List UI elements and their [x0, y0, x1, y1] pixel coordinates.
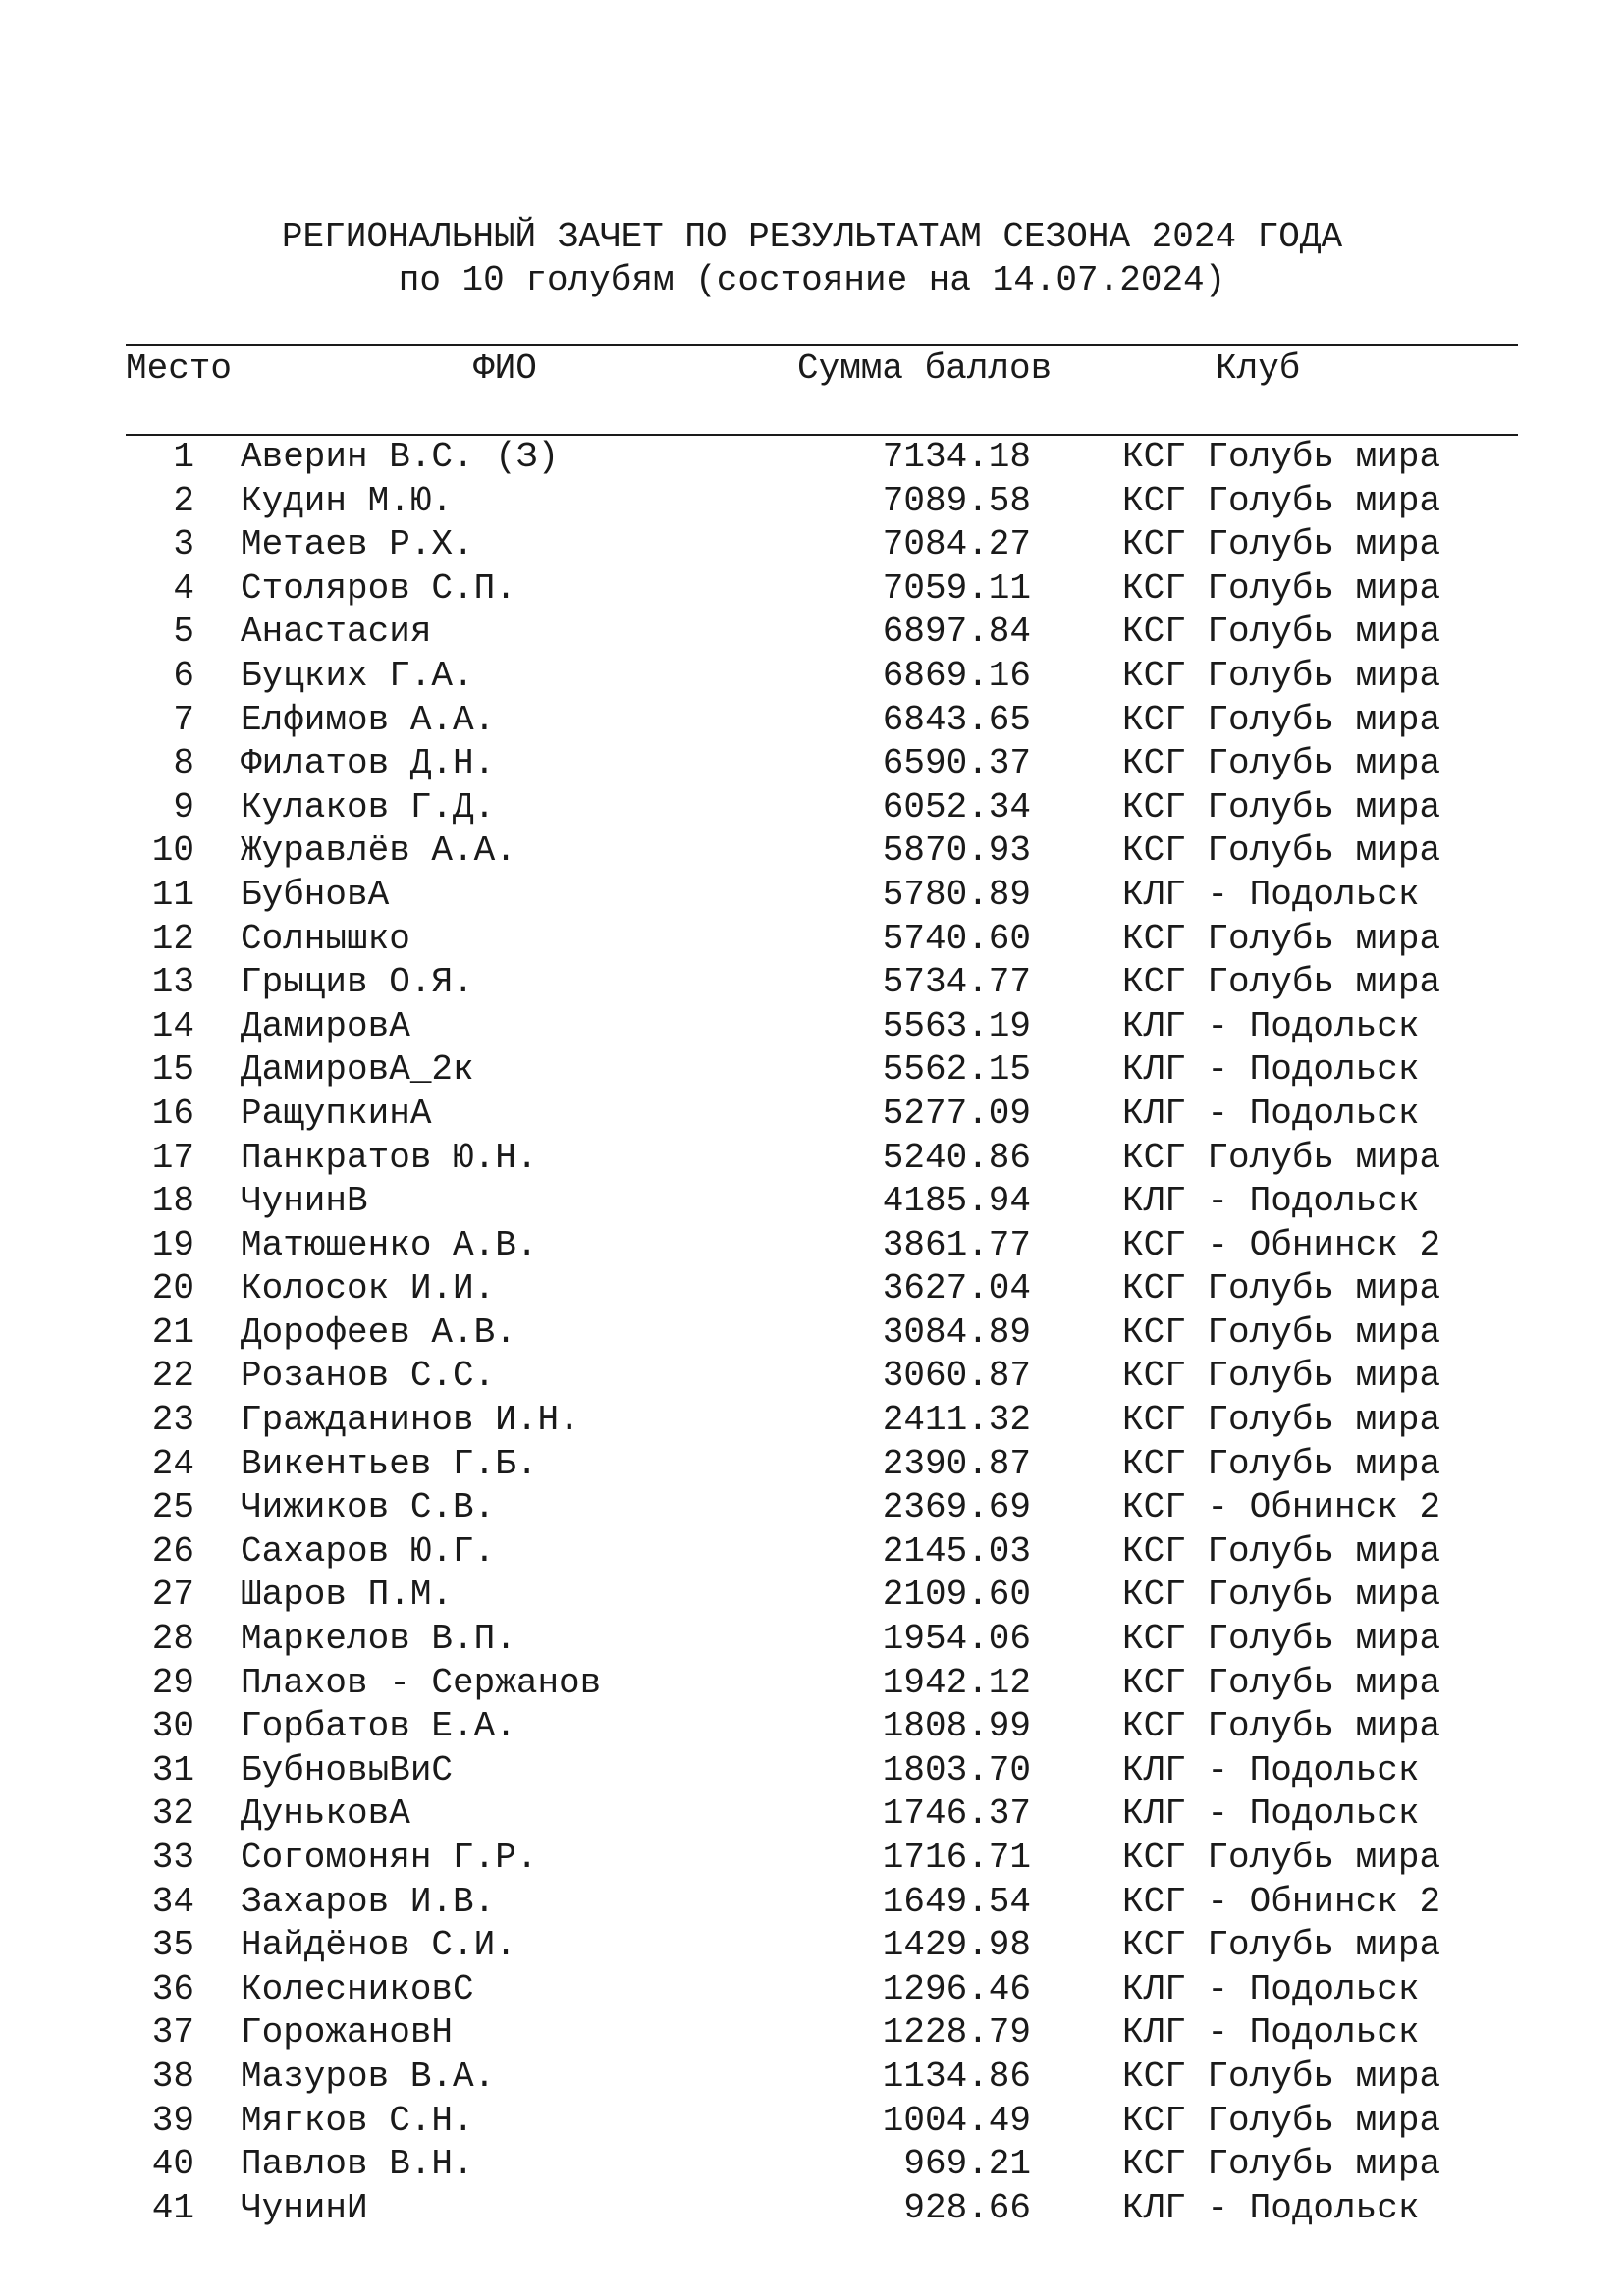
row-place: 15 — [151, 1049, 194, 1091]
row-name: Найдёнов С.И. — [241, 1925, 516, 1966]
row-score: 1228.79 — [882, 2012, 1031, 2054]
table-row — [0, 918, 1624, 962]
row-score: 2109.60 — [882, 1575, 1031, 1616]
row-place: 35 — [151, 1925, 194, 1966]
row-place: 12 — [151, 918, 194, 959]
row-score: 1942.12 — [882, 1662, 1031, 1703]
row-name: Плахов - Сержанов — [241, 1662, 602, 1703]
row-name: Кудин М.Ю. — [241, 480, 454, 521]
row-club: КСГ Голубь мира — [1122, 480, 1441, 521]
row-name: Филатов Д.Н. — [241, 743, 496, 784]
table-row — [0, 480, 1624, 524]
row-club: КСГ Голубь мира — [1122, 1662, 1441, 1703]
row-name: Солнышко — [241, 918, 410, 959]
row-place: 3 — [173, 524, 194, 565]
row-club: КСГ Голубь мира — [1122, 1575, 1441, 1616]
table-row — [0, 1224, 1624, 1268]
table-row — [0, 523, 1624, 567]
row-score: 6052.34 — [882, 786, 1031, 828]
row-club: КЛГ - Подольск — [1122, 2187, 1420, 2228]
table-row — [0, 1093, 1624, 1137]
row-score: 6897.84 — [882, 612, 1031, 653]
table-row — [0, 742, 1624, 786]
row-name: Анастасия — [241, 612, 432, 653]
row-club: КСГ Голубь мира — [1122, 699, 1441, 740]
row-name: Захаров И.В. — [241, 1881, 496, 1922]
row-name: Буцких Г.А. — [241, 655, 474, 696]
row-place: 36 — [151, 1968, 194, 2009]
header-top-rule — [126, 344, 1518, 346]
row-place: 22 — [151, 1356, 194, 1397]
row-name: Чижиков С.В. — [241, 1487, 496, 1528]
row-score: 7059.11 — [882, 567, 1031, 609]
row-score: 928.66 — [903, 2187, 1031, 2228]
row-place: 11 — [151, 874, 194, 915]
row-place: 5 — [173, 612, 194, 653]
row-score: 5740.60 — [882, 918, 1031, 959]
row-score: 969.21 — [903, 2144, 1031, 2185]
row-name: ЧунинВ — [241, 1181, 368, 1222]
table-row — [0, 961, 1624, 1005]
row-name: ДуньковА — [241, 1793, 410, 1835]
row-place: 4 — [173, 567, 194, 609]
row-club: КЛГ - Подольск — [1122, 1049, 1420, 1091]
row-score: 3627.04 — [882, 1268, 1031, 1309]
row-score: 4185.94 — [882, 1181, 1031, 1222]
row-name: Метаев Р.Х. — [241, 524, 474, 565]
row-score: 1954.06 — [882, 1619, 1031, 1660]
table-row — [0, 1180, 1624, 1224]
row-club: КСГ Голубь мира — [1122, 524, 1441, 565]
row-score: 5734.77 — [882, 962, 1031, 1003]
table-row — [0, 1968, 1624, 2012]
row-club: КЛГ - Подольск — [1122, 1181, 1420, 1222]
row-score: 6590.37 — [882, 743, 1031, 784]
row-place: 40 — [151, 2144, 194, 2185]
table-row — [0, 1530, 1624, 1575]
row-club: КЛГ - Подольск — [1122, 1793, 1420, 1835]
table-row — [0, 1881, 1624, 1925]
row-name: ГорожановН — [241, 2012, 454, 2054]
table-row — [0, 1837, 1624, 1881]
row-place: 26 — [151, 1530, 194, 1572]
row-club: КСГ Голубь мира — [1122, 655, 1441, 696]
table-row — [0, 1662, 1624, 1706]
row-place: 18 — [151, 1181, 194, 1222]
row-name: Матюшенко А.В. — [241, 1224, 538, 1265]
row-score: 2369.69 — [882, 1487, 1031, 1528]
column-header-score: Сумма баллов — [797, 348, 1053, 389]
table-row — [0, 655, 1624, 699]
row-name: Кулаков Г.Д. — [241, 786, 496, 828]
table-row — [0, 1048, 1624, 1093]
row-score: 1803.70 — [882, 1749, 1031, 1790]
row-club: КСГ - Обнинск 2 — [1122, 1487, 1441, 1528]
row-name: Розанов С.С. — [241, 1356, 496, 1397]
row-club: КСГ Голубь мира — [1122, 918, 1441, 959]
row-club: КСГ Голубь мира — [1122, 1530, 1441, 1572]
column-header-place: Место — [126, 348, 233, 389]
row-club: КСГ Голубь мира — [1122, 2100, 1441, 2141]
row-name: Горбатов Е.А. — [241, 1706, 516, 1747]
row-club: КСГ Голубь мира — [1122, 2144, 1441, 2185]
row-name: РащупкинА — [241, 1093, 432, 1134]
row-place: 39 — [151, 2100, 194, 2141]
row-score: 1746.37 — [882, 1793, 1031, 1835]
row-club: КСГ Голубь мира — [1122, 830, 1441, 872]
row-club: КСГ Голубь мира — [1122, 1311, 1441, 1353]
row-club: КСГ Голубь мира — [1122, 567, 1441, 609]
row-score: 7089.58 — [882, 480, 1031, 521]
row-place: 2 — [173, 480, 194, 521]
row-score: 2411.32 — [882, 1400, 1031, 1441]
row-score: 1649.54 — [882, 1881, 1031, 1922]
table-row — [0, 436, 1624, 480]
row-club: КЛГ - Подольск — [1122, 2012, 1420, 2054]
row-score: 6869.16 — [882, 655, 1031, 696]
row-club: КСГ Голубь мира — [1122, 612, 1441, 653]
table-row — [0, 567, 1624, 612]
row-score: 7084.27 — [882, 524, 1031, 565]
row-place: 31 — [151, 1749, 194, 1790]
row-name: Грыцив О.Я. — [241, 962, 474, 1003]
row-score: 2145.03 — [882, 1530, 1031, 1572]
row-place: 1 — [173, 437, 194, 477]
row-club: КСГ Голубь мира — [1122, 1706, 1441, 1747]
page-subtitle: по 10 голубям (состояние на 14.07.2024) — [398, 260, 1226, 300]
row-club: КСГ Голубь мира — [1122, 1137, 1441, 1178]
table-row — [0, 2011, 1624, 2056]
table-row — [0, 1443, 1624, 1487]
row-score: 2390.87 — [882, 1443, 1031, 1484]
row-score: 5277.09 — [882, 1093, 1031, 1134]
table-row — [0, 786, 1624, 830]
row-place: 10 — [151, 830, 194, 872]
row-place: 16 — [151, 1093, 194, 1134]
column-header-club: Клуб — [1216, 348, 1301, 389]
row-name: Столяров С.П. — [241, 567, 516, 609]
table-row — [0, 2100, 1624, 2144]
row-club: КСГ Голубь мира — [1122, 1268, 1441, 1309]
row-place: 9 — [173, 786, 194, 828]
row-club: КСГ - Обнинск 2 — [1122, 1881, 1441, 1922]
row-name: ЧунинИ — [241, 2187, 368, 2228]
row-club: КСГ Голубь мира — [1122, 1400, 1441, 1441]
row-score: 5780.89 — [882, 874, 1031, 915]
table-row — [0, 1705, 1624, 1749]
row-place: 37 — [151, 2012, 194, 2054]
table-row — [0, 1267, 1624, 1311]
row-club: КСГ Голубь мира — [1122, 437, 1441, 477]
row-club: КЛГ - Подольск — [1122, 1968, 1420, 2009]
row-club: КЛГ - Подольск — [1122, 1749, 1420, 1790]
table-row — [0, 1924, 1624, 1968]
table-row — [0, 1355, 1624, 1399]
row-club: КСГ Голубь мира — [1122, 2056, 1441, 2097]
row-club: КСГ Голубь мира — [1122, 1925, 1441, 1966]
row-place: 14 — [151, 1005, 194, 1046]
row-place: 8 — [173, 743, 194, 784]
row-club: КСГ Голубь мира — [1122, 962, 1441, 1003]
table-row — [0, 829, 1624, 874]
row-place: 23 — [151, 1400, 194, 1441]
page-title: РЕГИОНАЛЬНЫЙ ЗАЧЕТ ПО РЕЗУЛЬТАТАМ СЕЗОНА 2024 ГОДА — [281, 217, 1343, 257]
row-name: Сахаров Ю.Г. — [241, 1530, 496, 1572]
row-score: 3084.89 — [882, 1311, 1031, 1353]
row-score: 5563.19 — [882, 1005, 1031, 1046]
row-place: 34 — [151, 1881, 194, 1922]
table-row — [0, 1399, 1624, 1443]
row-name: Мягков С.Н. — [241, 2100, 474, 2141]
table-row — [0, 1574, 1624, 1618]
row-place: 20 — [151, 1268, 194, 1309]
row-score: 3060.87 — [882, 1356, 1031, 1397]
row-place: 24 — [151, 1443, 194, 1484]
row-place: 19 — [151, 1224, 194, 1265]
row-name: Елфимов А.А. — [241, 699, 496, 740]
row-score: 1808.99 — [882, 1706, 1031, 1747]
row-name: Колосок И.И. — [241, 1268, 496, 1309]
row-score: 1716.71 — [882, 1838, 1031, 1878]
table-row — [0, 1311, 1624, 1356]
row-name: БубновА — [241, 874, 390, 915]
table-row — [0, 1618, 1624, 1662]
table-row — [0, 1005, 1624, 1049]
row-score: 5562.15 — [882, 1049, 1031, 1091]
row-name: Мазуров В.А. — [241, 2056, 496, 2097]
row-score: 5870.93 — [882, 830, 1031, 872]
row-club: КЛГ - Подольск — [1122, 1005, 1420, 1046]
row-name: Аверин В.С. (З) — [241, 437, 560, 477]
table-row — [0, 611, 1624, 655]
row-name: Согомонян Г.Р. — [241, 1838, 538, 1878]
row-place: 21 — [151, 1311, 194, 1353]
row-score: 1004.49 — [882, 2100, 1031, 2141]
row-club: КСГ Голубь мира — [1122, 1838, 1441, 1878]
row-name: Гражданинов И.Н. — [241, 1400, 580, 1441]
table-row — [0, 874, 1624, 918]
row-club: КЛГ - Подольск — [1122, 874, 1420, 915]
row-score: 3861.77 — [882, 1224, 1031, 1265]
row-name: Маркелов В.П. — [241, 1619, 516, 1660]
row-name: КолесниковС — [241, 1968, 474, 2009]
row-name: Викентьев Г.Б. — [241, 1443, 538, 1484]
table-row — [0, 1486, 1624, 1530]
row-score: 6843.65 — [882, 699, 1031, 740]
table-row — [0, 2056, 1624, 2100]
results-table — [0, 436, 1624, 2230]
row-place: 27 — [151, 1575, 194, 1616]
row-club: КСГ Голубь мира — [1122, 1443, 1441, 1484]
row-place: 17 — [151, 1137, 194, 1178]
row-club: КСГ Голубь мира — [1122, 743, 1441, 784]
row-place: 30 — [151, 1706, 194, 1747]
row-name: ДамировА_2к — [241, 1049, 474, 1091]
row-name: БубновыВиС — [241, 1749, 454, 1790]
row-name: Журавлёв А.А. — [241, 830, 516, 872]
row-place: 41 — [151, 2187, 194, 2228]
row-place: 6 — [173, 655, 194, 696]
table-row — [0, 699, 1624, 743]
row-name: ДамировА — [241, 1005, 410, 1046]
table-row — [0, 1792, 1624, 1837]
row-club: КЛГ - Подольск — [1122, 1093, 1420, 1134]
row-place: 32 — [151, 1793, 194, 1835]
row-score: 1429.98 — [882, 1925, 1031, 1966]
column-header-name: ФИО — [473, 348, 537, 389]
row-club: КСГ - Обнинск 2 — [1122, 1224, 1441, 1265]
row-score: 1296.46 — [882, 1968, 1031, 2009]
row-score: 7134.18 — [882, 437, 1031, 477]
row-place: 29 — [151, 1662, 194, 1703]
table-row — [0, 1137, 1624, 1181]
row-name: Шаров П.М. — [241, 1575, 454, 1616]
row-name: Дорофеев А.В. — [241, 1311, 516, 1353]
row-place: 38 — [151, 2056, 194, 2097]
row-name: Панкратов Ю.Н. — [241, 1137, 538, 1178]
row-place: 28 — [151, 1619, 194, 1660]
row-score: 1134.86 — [882, 2056, 1031, 2097]
row-place: 13 — [151, 962, 194, 1003]
row-club: КСГ Голубь мира — [1122, 1356, 1441, 1397]
row-place: 33 — [151, 1838, 194, 1878]
table-row — [0, 2187, 1624, 2231]
table-row — [0, 2143, 1624, 2187]
table-row — [0, 1749, 1624, 1793]
row-place: 25 — [151, 1487, 194, 1528]
row-club: КСГ Голубь мира — [1122, 1619, 1441, 1660]
row-place: 7 — [173, 699, 194, 740]
row-club: КСГ Голубь мира — [1122, 786, 1441, 828]
row-score: 5240.86 — [882, 1137, 1031, 1178]
row-name: Павлов В.Н. — [241, 2144, 474, 2185]
